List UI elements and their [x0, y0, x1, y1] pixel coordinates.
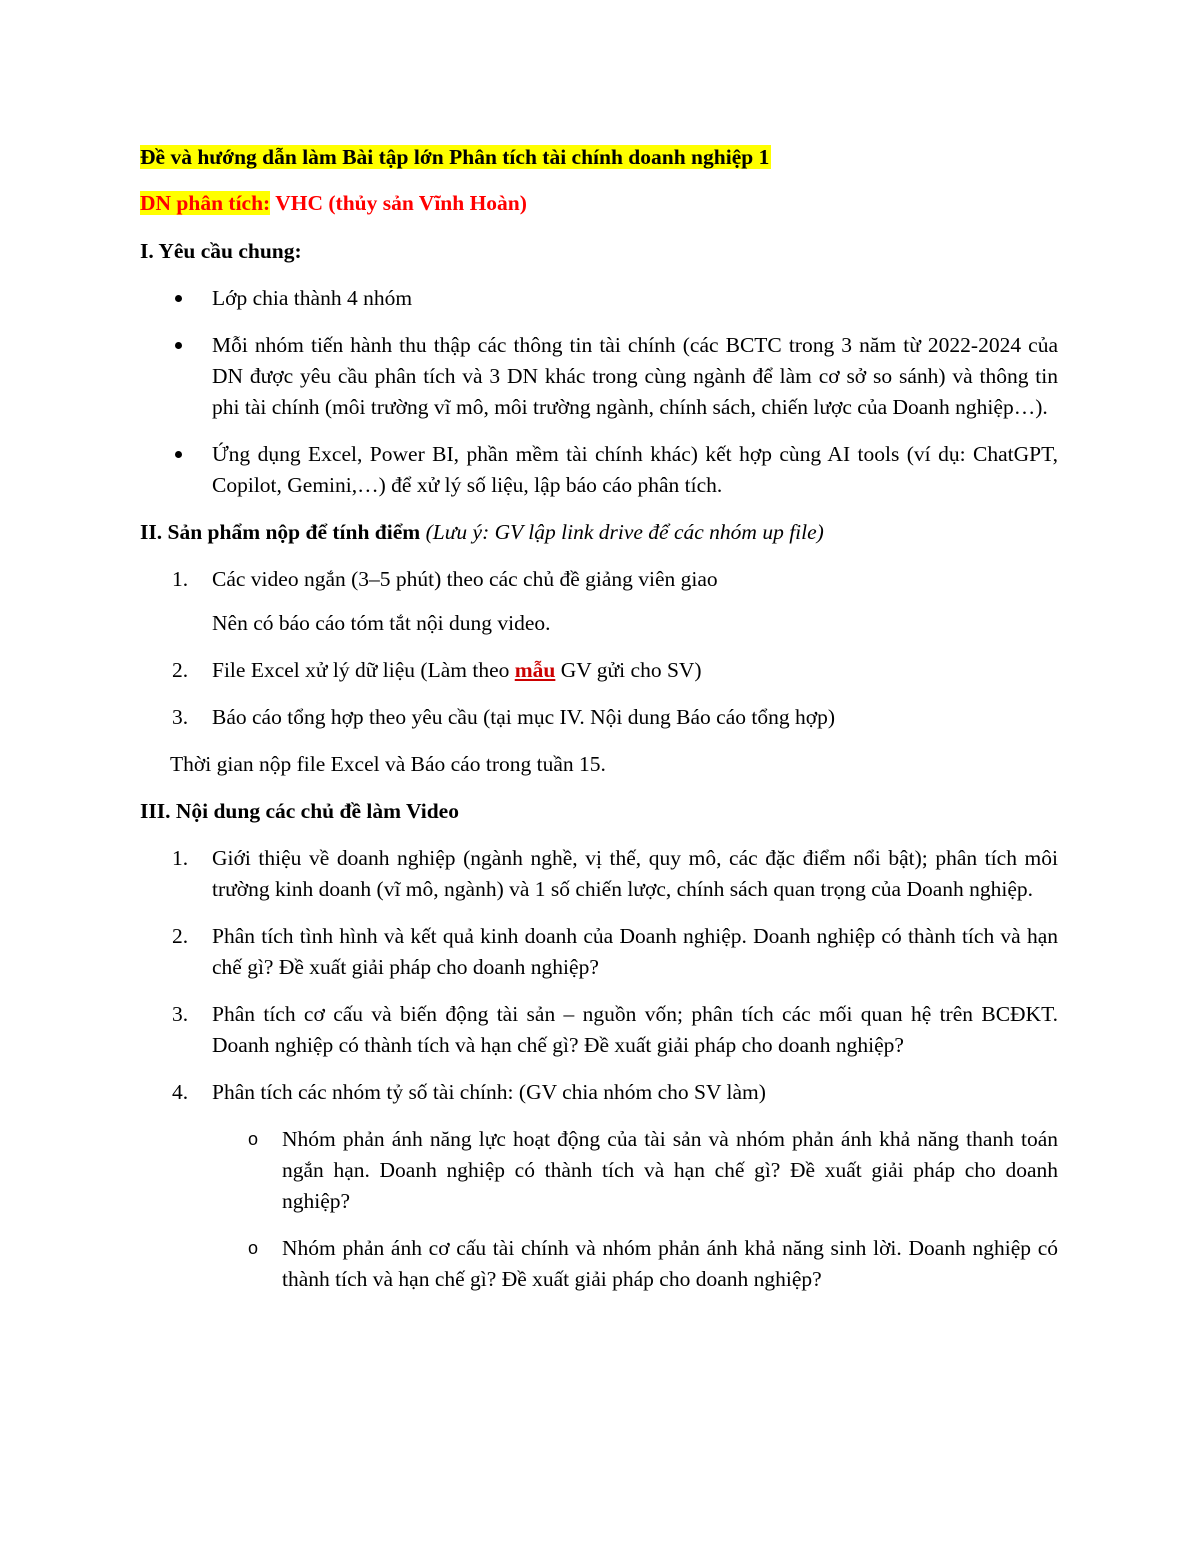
video-summary-note: Nên có báo cáo tóm tắt nội dung video. [212, 611, 551, 635]
bullet-icon [175, 342, 182, 349]
section-2-heading: II. Sản phẩm nộp để tính điểm (Lưu ý: GV lập link drive để các nhóm up file) [140, 520, 824, 544]
template-link[interactable]: mẫu [514, 658, 556, 682]
list-item: 2. Phân tích tình hình và kết quả kinh doanh của Doanh nghiệp. Doanh nghiệp có thành tích và hạn chế gì? Đề xuất giải pháp cho doanh nghiệp? [172, 924, 1058, 979]
analyzed-company-value: VHC (thủy sản Vĩnh Hoàn) [275, 191, 527, 215]
list-item: 1. Giới thiệu về doanh nghiệp (ngành nghề, vị thế, quy mô, các đặc điểm nổi bật); phân tích môi trường kinh doanh (vĩ mô, ngành) và 1 số chiến lược, chính sách quan trọng của Doanh nghiệp. [172, 846, 1058, 901]
list-item: Mỗi nhóm tiến hành thu thập các thông tin tài chính (các BCTC trong 3 năm từ 2022-2024 của DN được yêu cầu phân tích và 3 DN khác trong cùng ngành để làm cơ sở so sánh) và thông tin phi tài chính (môi trường vĩ mô, môi trường ngành, chính sách, chiến lược của Doanh nghiệp…). [140, 330, 1058, 423]
list-item: 3. Phân tích cơ cấu và biến động tài sản – nguồn vốn; phân tích các mối quan hệ trên BCĐKT. Doanh nghiệp có thành tích và hạn chế gì? Đề xuất giải pháp cho doanh nghiệp? [172, 1002, 1058, 1057]
document-title: Đề và hướng dẫn làm Bài tập lớn Phân tích tài chính doanh nghiệp 1 [140, 145, 770, 169]
bullet-icon [175, 451, 182, 458]
section-1-list [140, 283, 1058, 501]
section-1-heading: I. Yêu cầu chung: [140, 239, 302, 263]
document-page [140, 142, 1058, 1311]
circle-bullet-icon: o [248, 1238, 259, 1258]
list-item: o Nhóm phản ánh cơ cấu tài chính và nhóm phản ánh khả năng sinh lời. Doanh nghiệp có thành tích và hạn chế gì? Đề xuất giải pháp cho doanh nghiệp? [140, 1233, 1058, 1295]
circle-bullet-icon: o [248, 1129, 259, 1149]
list-item: 3. Báo cáo tổng hợp theo yêu cầu (tại mục IV. Nội dung Báo cáo tổng hợp) [172, 705, 836, 729]
list-item: o Nhóm phản ánh năng lực hoạt động của tài sản và nhóm phản ánh khả năng thanh toán ngắn hạn. Doanh nghiệp có thành tích và hạn chế gì? Đề xuất giải pháp cho doanh nghiệp? [140, 1124, 1058, 1217]
section-3-list [140, 843, 1058, 1108]
analyzed-company-label: DN phân tích: [140, 191, 271, 215]
list-item: 4. Phân tích các nhóm tỷ số tài chính: (GV chia nhóm cho SV làm) [172, 1080, 766, 1104]
section-2-list [140, 564, 1058, 595]
submission-deadline: Thời gian nộp file Excel và Báo cáo trong tuần 15. [170, 752, 606, 776]
list-item: Ứng dụng Excel, Power BI, phần mềm tài chính khác) kết hợp cùng AI tools (ví dụ: ChatGPT, Copilot, Gemini,…) để xử lý số liệu, lập báo cáo phân tích. [140, 439, 1058, 501]
section-3-heading: III. Nội dung các chủ đề làm Video [140, 799, 459, 823]
section-2-note: (Lưu ý: GV lập link drive để các nhóm up file) [425, 520, 824, 544]
list-item: 1. Các video ngắn (3–5 phút) theo các chủ đề giảng viên giao [172, 567, 718, 591]
bullet-icon [175, 295, 182, 302]
analyzed-company [140, 188, 1058, 220]
section-2-list-cont [140, 655, 1058, 733]
list-item: Lớp chia thành 4 nhóm [140, 283, 1058, 314]
section-3-sublist [140, 1124, 1058, 1295]
list-item: 2. File Excel xử lý dữ liệu (Làm theo mẫu GV gửi cho SV) [172, 658, 702, 682]
